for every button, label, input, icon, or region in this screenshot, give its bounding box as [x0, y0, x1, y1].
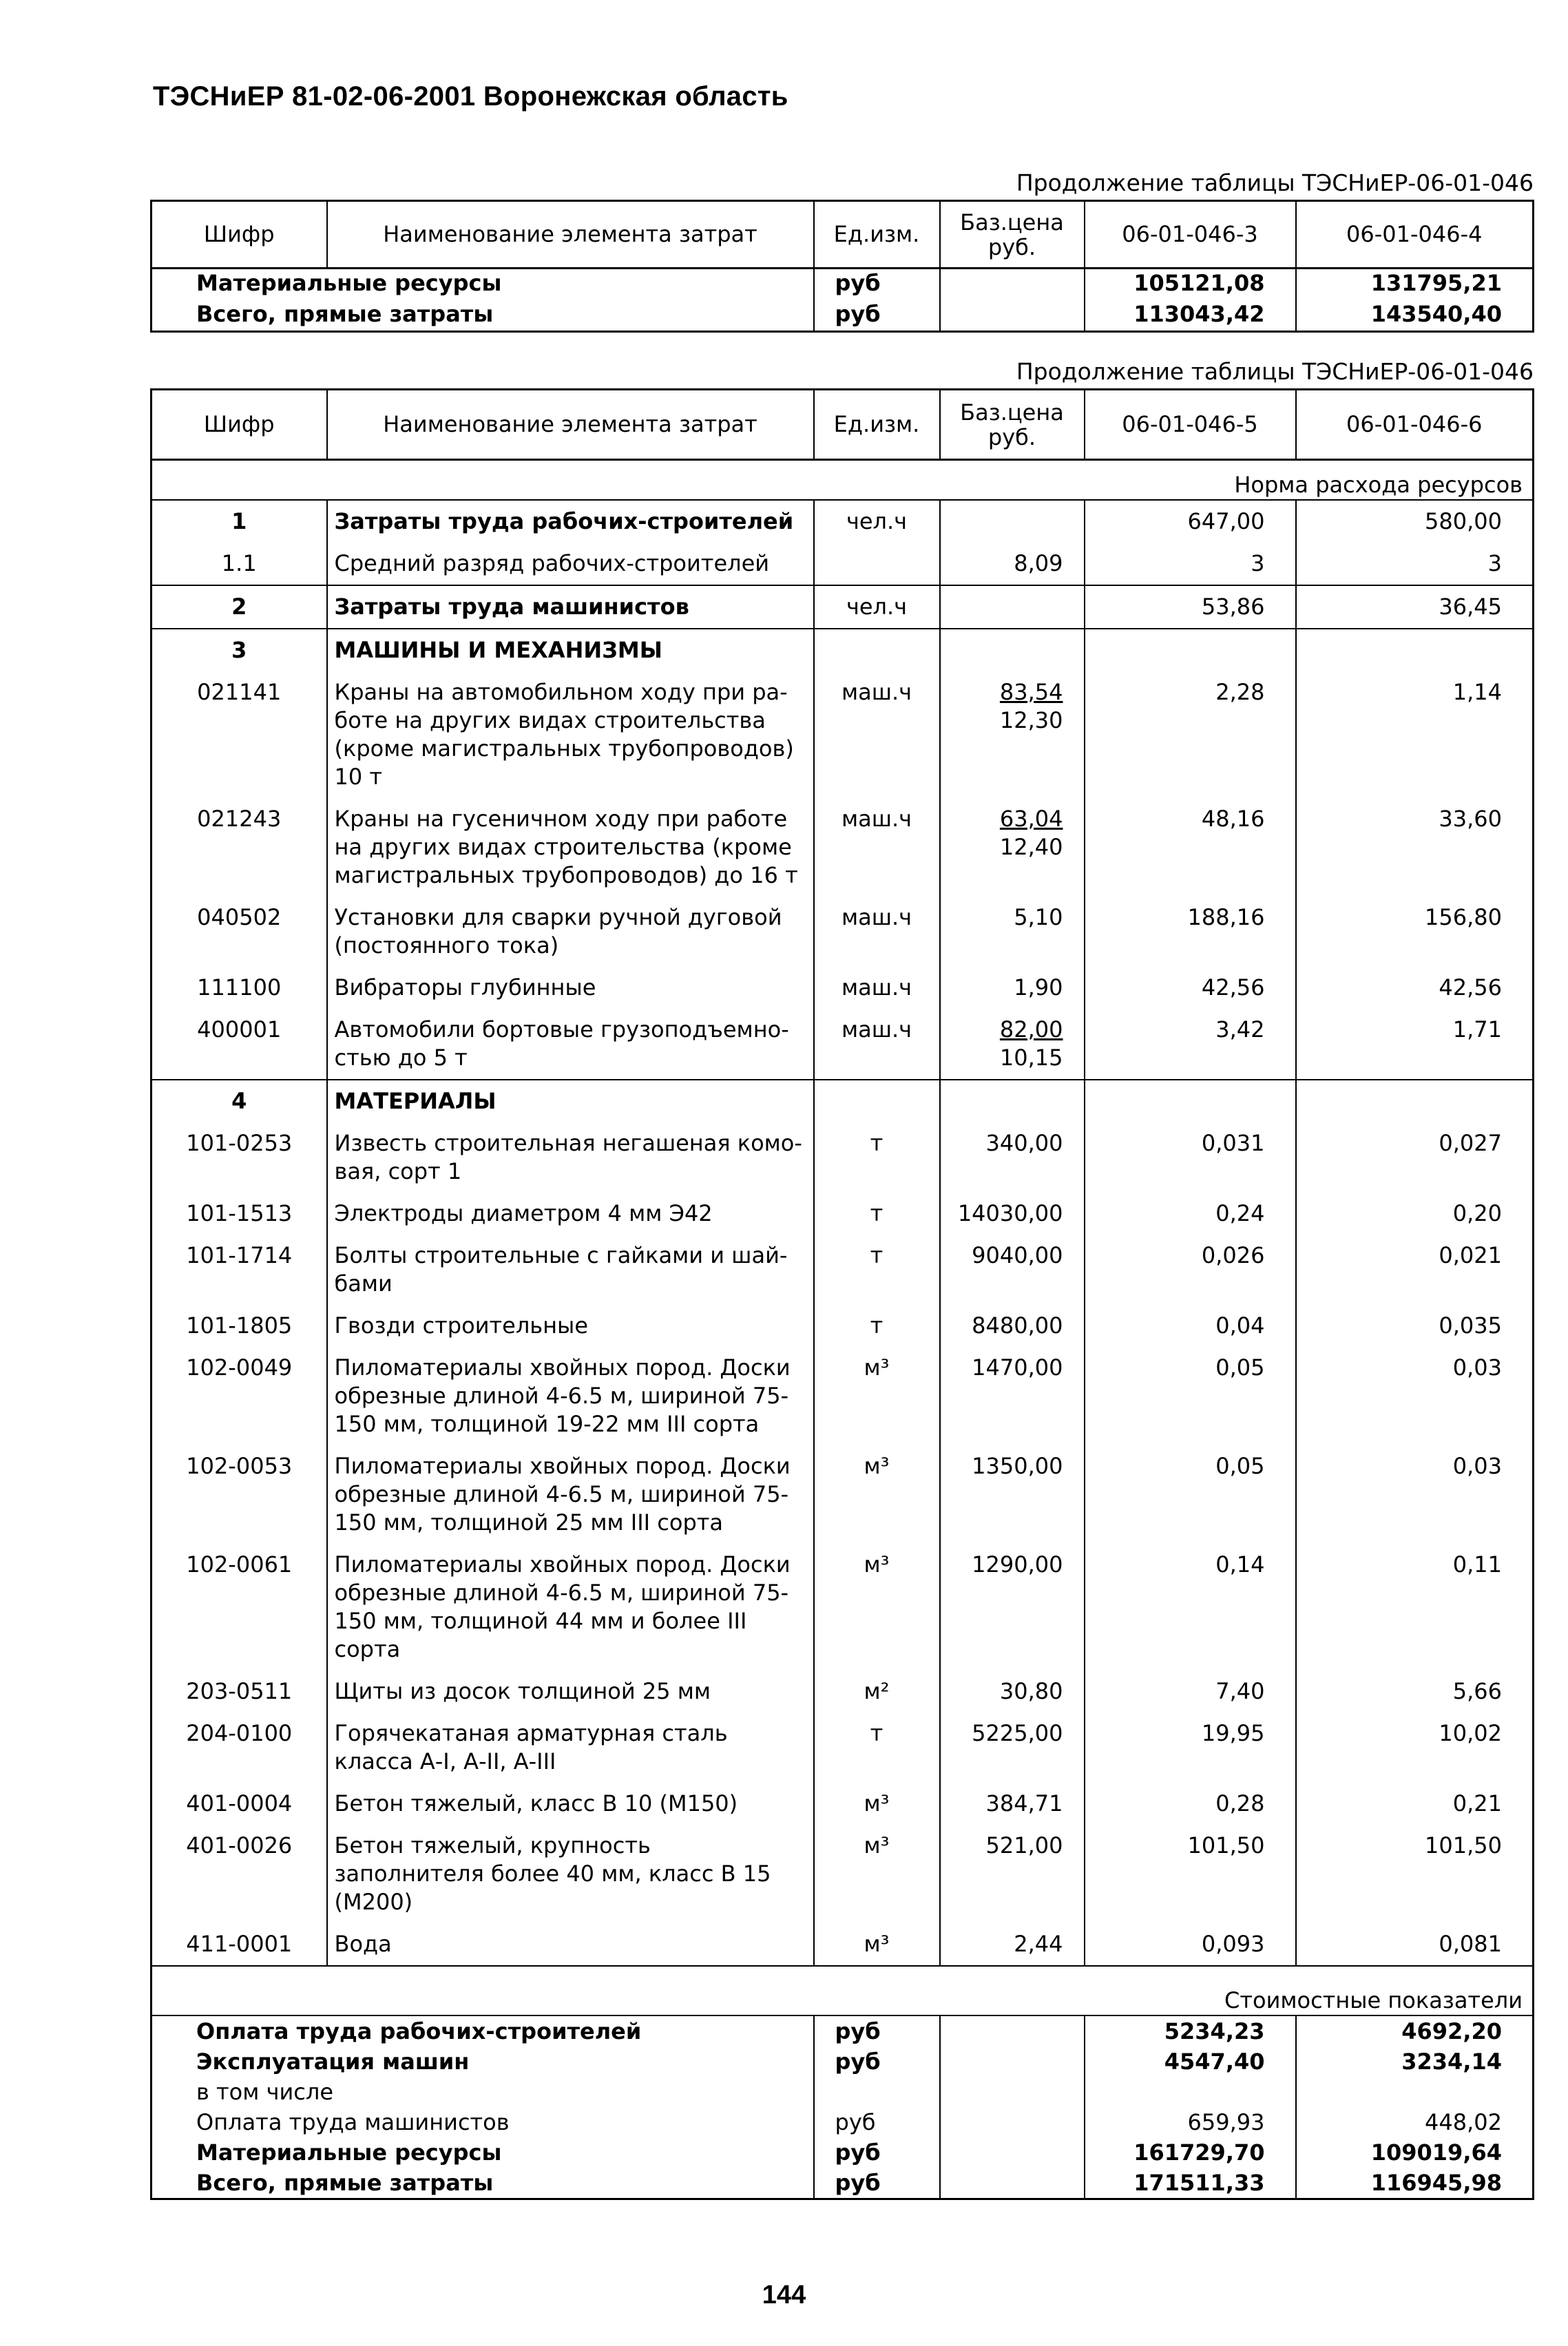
cost-price — [940, 2077, 1085, 2107]
col-header-code: Шифр — [203, 221, 275, 247]
row-v1: 105121,08 — [1085, 269, 1296, 300]
cost-price — [940, 2137, 1085, 2168]
row-name: Известь строительная негашеная комо-вая, сорт 1 — [327, 1122, 814, 1193]
row-name: Болты строительные с гайками и шай-бами — [327, 1235, 814, 1305]
row-v2: 0,027 — [1296, 1122, 1534, 1193]
col-header-price: Баз.цена руб. — [940, 201, 1085, 269]
row-price-value: 1,90 — [1014, 974, 1063, 1001]
row-price-value: 8480,00 — [972, 1312, 1063, 1339]
table-row — [151, 967, 1534, 1009]
row-v2: 36,45 — [1296, 585, 1534, 629]
row-v2: 156,80 — [1296, 897, 1534, 967]
row-unit: маш.ч — [814, 967, 940, 1009]
col-header-name: Наименование элемента затрат — [327, 201, 814, 269]
row-unit: маш.ч — [814, 1009, 940, 1080]
row-name: Вибраторы глубинные — [327, 967, 814, 1009]
row-unit — [814, 1080, 940, 1122]
row-price-value: 5,10 — [1014, 903, 1063, 930]
row-v1: 0,05 — [1085, 1445, 1296, 1544]
row-name: Затраты труда машинистов — [327, 585, 814, 629]
row-price — [940, 671, 1085, 798]
row-price — [940, 1445, 1085, 1544]
cost-name: Оплата труда рабочих-строителей — [196, 2018, 642, 2044]
col-header-code: Шифр — [203, 411, 275, 437]
row-v1: 53,86 — [1085, 585, 1296, 629]
row-code: 102-0061 — [186, 1551, 293, 1578]
row-price — [940, 1825, 1085, 1923]
page-number: 144 — [762, 2281, 806, 2310]
row-v1: 7,40 — [1085, 1671, 1296, 1713]
row-unit: маш.ч — [814, 671, 940, 798]
row-code: 111100 — [197, 974, 282, 1001]
table-row — [151, 1347, 1534, 1445]
row-v2: 1,71 — [1296, 1009, 1534, 1080]
cost-name: Эксплуатация машин — [196, 2048, 470, 2075]
row-code: 101-1805 — [186, 1312, 293, 1339]
row-v2: 0,03 — [1296, 1445, 1534, 1544]
row-v2: 0,20 — [1296, 1193, 1534, 1235]
table-row — [151, 1080, 1534, 1122]
row-unit: т — [814, 1193, 940, 1235]
row-v2: 0,081 — [1296, 1923, 1534, 1966]
row-price — [940, 1193, 1085, 1235]
row-price-secondary: 12,30 — [999, 706, 1063, 733]
cost-name: в том числе — [196, 2078, 333, 2105]
row-name: Всего, прямые затраты — [196, 300, 494, 327]
row-v2: 580,00 — [1296, 500, 1534, 543]
row-price — [940, 629, 1085, 671]
col-header-v2: 06-01-046-6 — [1296, 390, 1534, 460]
cost-row — [151, 2168, 1534, 2199]
table-row — [151, 1923, 1534, 1966]
col-header-v1: 06-01-046-5 — [1085, 390, 1296, 460]
row-unit — [814, 629, 940, 671]
row-code: 401-0026 — [186, 1832, 293, 1858]
row-v2: 0,035 — [1296, 1305, 1534, 1347]
row-code: 021141 — [197, 678, 282, 705]
row-price — [940, 967, 1085, 1009]
row-v1: 0,24 — [1085, 1193, 1296, 1235]
row-name: МАТЕРИАЛЫ — [327, 1080, 814, 1122]
row-unit: м³ — [814, 1825, 940, 1923]
row-v1 — [1085, 1080, 1296, 1122]
row-code: 401-0004 — [186, 1790, 293, 1816]
row-unit: чел.ч — [814, 585, 940, 629]
row-v1: 3 — [1085, 543, 1296, 585]
cost-v2: 116945,98 — [1296, 2168, 1534, 2199]
table-row — [151, 585, 1534, 629]
row-code: 411-0001 — [186, 1930, 293, 1957]
row-v1: 0,05 — [1085, 1347, 1296, 1445]
row-unit: м³ — [814, 1923, 940, 1966]
cost-row — [151, 2107, 1534, 2137]
row-name: Средний разряд рабочих-строителей — [327, 543, 814, 585]
col-header-price: Баз.цена руб. — [940, 390, 1085, 460]
row-price — [940, 1122, 1085, 1193]
row-unit: м³ — [814, 1445, 940, 1544]
row-price — [940, 269, 1085, 300]
col-header-unit: Ед.изм. — [814, 390, 940, 460]
row-price — [940, 1671, 1085, 1713]
cost-price — [940, 2107, 1085, 2137]
row-v2: 101,50 — [1296, 1825, 1534, 1923]
table-row — [151, 1122, 1534, 1193]
cost-name: Материальные ресурсы — [196, 2139, 502, 2166]
row-v2 — [1296, 629, 1534, 671]
cost-price — [940, 2046, 1085, 2077]
row-v2: 131795,21 — [1296, 269, 1534, 300]
row-v2: 0,03 — [1296, 1347, 1534, 1445]
row-unit: т — [814, 1122, 940, 1193]
cost-v1: 659,93 — [1085, 2107, 1296, 2137]
row-name: Электроды диаметром 4 мм Э42 — [327, 1193, 814, 1235]
row-price — [940, 1235, 1085, 1305]
row-code: 4 — [231, 1087, 247, 1114]
table-row — [151, 671, 1534, 798]
cost-v2: 109019,64 — [1296, 2137, 1534, 2168]
cost-unit — [814, 2077, 940, 2107]
row-v2: 0,021 — [1296, 1235, 1534, 1305]
table2 — [150, 388, 1534, 2200]
row-price — [940, 1923, 1085, 1966]
row-price — [940, 897, 1085, 967]
cost-unit: руб — [814, 2107, 940, 2137]
row-v1: 2,28 — [1085, 671, 1296, 798]
cost-price — [940, 2168, 1085, 2199]
table-row — [151, 1783, 1534, 1825]
row-price-value: 83,54 — [999, 678, 1063, 705]
row-price-value: 9040,00 — [972, 1242, 1063, 1268]
cost-rows — [151, 2015, 1534, 2199]
cost-unit: руб — [814, 2015, 940, 2046]
table-row — [151, 1235, 1534, 1305]
row-price — [940, 500, 1085, 543]
row-name: Пиломатериалы хвойных пород. Доски обрезные длиной 4-6.5 м, шириной 75-150 мм, толщиной 25 мм III сорта — [327, 1445, 814, 1544]
norm-section-label-row — [151, 460, 1534, 500]
row-unit: м³ — [814, 1783, 940, 1825]
cost-v2: 3234,14 — [1296, 2046, 1534, 2077]
row-v1: 0,04 — [1085, 1305, 1296, 1347]
row-unit: м³ — [814, 1347, 940, 1445]
row-name: Установки для сварки ручной дуговой (постоянного тока) — [327, 897, 814, 967]
table-row — [151, 1544, 1534, 1671]
row-price — [940, 1347, 1085, 1445]
row-code: 1 — [231, 507, 247, 534]
table-row — [151, 1671, 1534, 1713]
row-code: 101-1513 — [186, 1200, 293, 1226]
row-price-value: 1470,00 — [972, 1354, 1063, 1381]
row-price — [940, 543, 1085, 585]
cost-v1: 161729,70 — [1085, 2137, 1296, 2168]
row-name: Горячекатаная арматурная сталь класса А-I, А-II, А-III — [327, 1713, 814, 1783]
table1-caption: Продолжение таблицы ТЭСНиЕР-06-01-046 — [1016, 169, 1534, 196]
row-unit: руб — [814, 300, 940, 332]
col-header-name: Наименование элемента затрат — [327, 390, 814, 460]
cost-price — [940, 2015, 1085, 2046]
row-price-value: 63,04 — [999, 805, 1063, 832]
row-v1: 19,95 — [1085, 1713, 1296, 1783]
row-code: 101-0253 — [186, 1129, 293, 1156]
row-price-value: 5225,00 — [972, 1719, 1063, 1746]
cost-unit: руб — [814, 2046, 940, 2077]
row-price — [940, 1080, 1085, 1122]
row-price-value: 384,71 — [985, 1790, 1063, 1816]
row-v1: 0,28 — [1085, 1783, 1296, 1825]
table-row — [151, 897, 1534, 967]
row-code: 102-0053 — [186, 1452, 293, 1479]
table-row — [151, 543, 1534, 585]
row-v1: 0,093 — [1085, 1923, 1296, 1966]
table2-header-row — [151, 390, 1534, 460]
row-v1: 0,026 — [1085, 1235, 1296, 1305]
table-row — [151, 1713, 1534, 1783]
row-unit: м² — [814, 1671, 940, 1713]
row-code: 3 — [231, 636, 247, 663]
table-row — [151, 1825, 1534, 1923]
row-price — [940, 1544, 1085, 1671]
cost-unit: руб — [814, 2137, 940, 2168]
row-v1: 42,56 — [1085, 967, 1296, 1009]
row-v1: 3,42 — [1085, 1009, 1296, 1080]
row-v1: 0,14 — [1085, 1544, 1296, 1671]
row-unit — [814, 543, 940, 585]
row-v1 — [1085, 629, 1296, 671]
cost-v1 — [1085, 2077, 1296, 2107]
row-price-value: 14030,00 — [957, 1200, 1063, 1226]
row-name: Вода — [327, 1923, 814, 1966]
cost-v2 — [1296, 2077, 1534, 2107]
row-v1: 188,16 — [1085, 897, 1296, 967]
cost-v2: 4692,20 — [1296, 2015, 1534, 2046]
table-row — [151, 1009, 1534, 1080]
row-name: Бетон тяжелый, класс В 10 (М150) — [327, 1783, 814, 1825]
row-v2: 3 — [1296, 543, 1534, 585]
row-name: Бетон тяжелый, крупность заполнителя более 40 мм, класс В 15 (М200) — [327, 1825, 814, 1923]
cost-v1: 171511,33 — [1085, 2168, 1296, 2199]
row-v2: 1,14 — [1296, 671, 1534, 798]
cost-v1: 4547,40 — [1085, 2046, 1296, 2077]
row-price-secondary: 10,15 — [999, 1044, 1063, 1071]
row-price — [940, 1305, 1085, 1347]
col-header-unit: Ед.изм. — [814, 201, 940, 269]
row-price — [940, 798, 1085, 897]
row-name: Затраты труда рабочих-строителей — [327, 500, 814, 543]
cost-row — [151, 2077, 1534, 2107]
row-code: 2 — [231, 593, 247, 620]
table-row — [151, 798, 1534, 897]
cost-section-label: Стоимостные показатели — [1224, 1987, 1523, 2013]
row-v2 — [1296, 1080, 1534, 1122]
row-v2: 0,11 — [1296, 1544, 1534, 1671]
table-row — [151, 269, 1534, 300]
row-price — [940, 1783, 1085, 1825]
cost-name: Оплата труда машинистов — [196, 2108, 510, 2135]
row-name: МАШИНЫ И МЕХАНИЗМЫ — [327, 629, 814, 671]
row-name: Пиломатериалы хвойных пород. Доски обрезные длиной 4-6.5 м, шириной 75-150 мм, толщиной 44 мм и более III сорта — [327, 1544, 814, 1671]
row-price-value: 521,00 — [985, 1832, 1063, 1858]
row-unit: чел.ч — [814, 500, 940, 543]
table-row — [151, 1305, 1534, 1347]
row-price — [940, 300, 1085, 332]
row-v2: 143540,40 — [1296, 300, 1534, 332]
row-unit: м³ — [814, 1544, 940, 1671]
row-price-value: 1290,00 — [972, 1551, 1063, 1578]
table1 — [150, 200, 1534, 333]
cost-name: Всего, прямые затраты — [196, 2169, 494, 2196]
row-name: Материальные ресурсы — [196, 270, 502, 296]
row-price-value: 82,00 — [999, 1016, 1063, 1043]
row-code: 040502 — [197, 903, 282, 930]
row-name: Гвозди строительные — [327, 1305, 814, 1347]
col-header-v1: 06-01-046-3 — [1085, 201, 1296, 269]
norm-rows — [151, 500, 1534, 1966]
row-v2: 33,60 — [1296, 798, 1534, 897]
row-price-value: 8,09 — [1014, 549, 1063, 576]
table-row — [151, 1193, 1534, 1235]
row-v1: 101,50 — [1085, 1825, 1296, 1923]
row-unit: т — [814, 1235, 940, 1305]
cost-v1: 5234,23 — [1085, 2015, 1296, 2046]
row-code: 021243 — [197, 805, 282, 832]
row-v2: 5,66 — [1296, 1671, 1534, 1713]
row-code: 1.1 — [221, 549, 257, 576]
row-code: 203-0511 — [186, 1677, 293, 1704]
row-name: Щиты из досок толщиной 25 мм — [327, 1671, 814, 1713]
row-v2: 0,21 — [1296, 1783, 1534, 1825]
row-name: Автомобили бортовые грузоподъемно-стью до 5 т — [327, 1009, 814, 1080]
cost-row — [151, 2046, 1534, 2077]
row-v1: 647,00 — [1085, 500, 1296, 543]
row-unit: т — [814, 1713, 940, 1783]
table1-header-row — [151, 201, 1534, 269]
row-v2: 42,56 — [1296, 967, 1534, 1009]
table-row — [151, 1445, 1534, 1544]
row-name: Краны на гусеничном ходу при работе на других видах строительства (кроме магистральных трубопроводов) до 16 т — [327, 798, 814, 897]
row-v1: 0,031 — [1085, 1122, 1296, 1193]
cost-row — [151, 2137, 1534, 2168]
row-code: 102-0049 — [186, 1354, 293, 1381]
row-unit: маш.ч — [814, 798, 940, 897]
cost-v2: 448,02 — [1296, 2107, 1534, 2137]
table-row — [151, 300, 1534, 332]
row-v1: 48,16 — [1085, 798, 1296, 897]
cost-section-label-row — [151, 1966, 1534, 2015]
row-v1: 113043,42 — [1085, 300, 1296, 332]
row-price — [940, 1009, 1085, 1080]
document-title: ТЭСНиЕР 81-02-06-2001 Воронежская область — [153, 81, 788, 112]
row-price-value: 340,00 — [985, 1129, 1063, 1156]
row-name: Краны на автомобильном ходу при ра-боте на других видах строительства (кроме магистральных трубопроводов) 10 т — [327, 671, 814, 798]
row-price-value: 2,44 — [1014, 1930, 1063, 1957]
row-unit: маш.ч — [814, 897, 940, 967]
row-price — [940, 1713, 1085, 1783]
norm-section-label: Норма расхода ресурсов — [1234, 471, 1523, 498]
cost-row — [151, 2015, 1534, 2046]
row-code: 101-1714 — [186, 1242, 293, 1268]
row-price-value: 1350,00 — [972, 1452, 1063, 1479]
row-code: 400001 — [197, 1016, 282, 1043]
cost-unit: руб — [814, 2168, 940, 2199]
table-row — [151, 500, 1534, 543]
row-unit: т — [814, 1305, 940, 1347]
row-name: Пиломатериалы хвойных пород. Доски обрезные длиной 4-6.5 м, шириной 75-150 мм, толщиной 19-22 мм III сорта — [327, 1347, 814, 1445]
row-price-value: 30,80 — [999, 1677, 1063, 1704]
table-row — [151, 629, 1534, 671]
row-code: 204-0100 — [186, 1719, 293, 1746]
table2-caption: Продолжение таблицы ТЭСНиЕР-06-01-046 — [1016, 358, 1534, 385]
row-price-secondary: 12,40 — [999, 833, 1063, 860]
row-v2: 10,02 — [1296, 1713, 1534, 1783]
row-price — [940, 585, 1085, 629]
row-unit: руб — [814, 269, 940, 300]
col-header-v2: 06-01-046-4 — [1296, 201, 1534, 269]
